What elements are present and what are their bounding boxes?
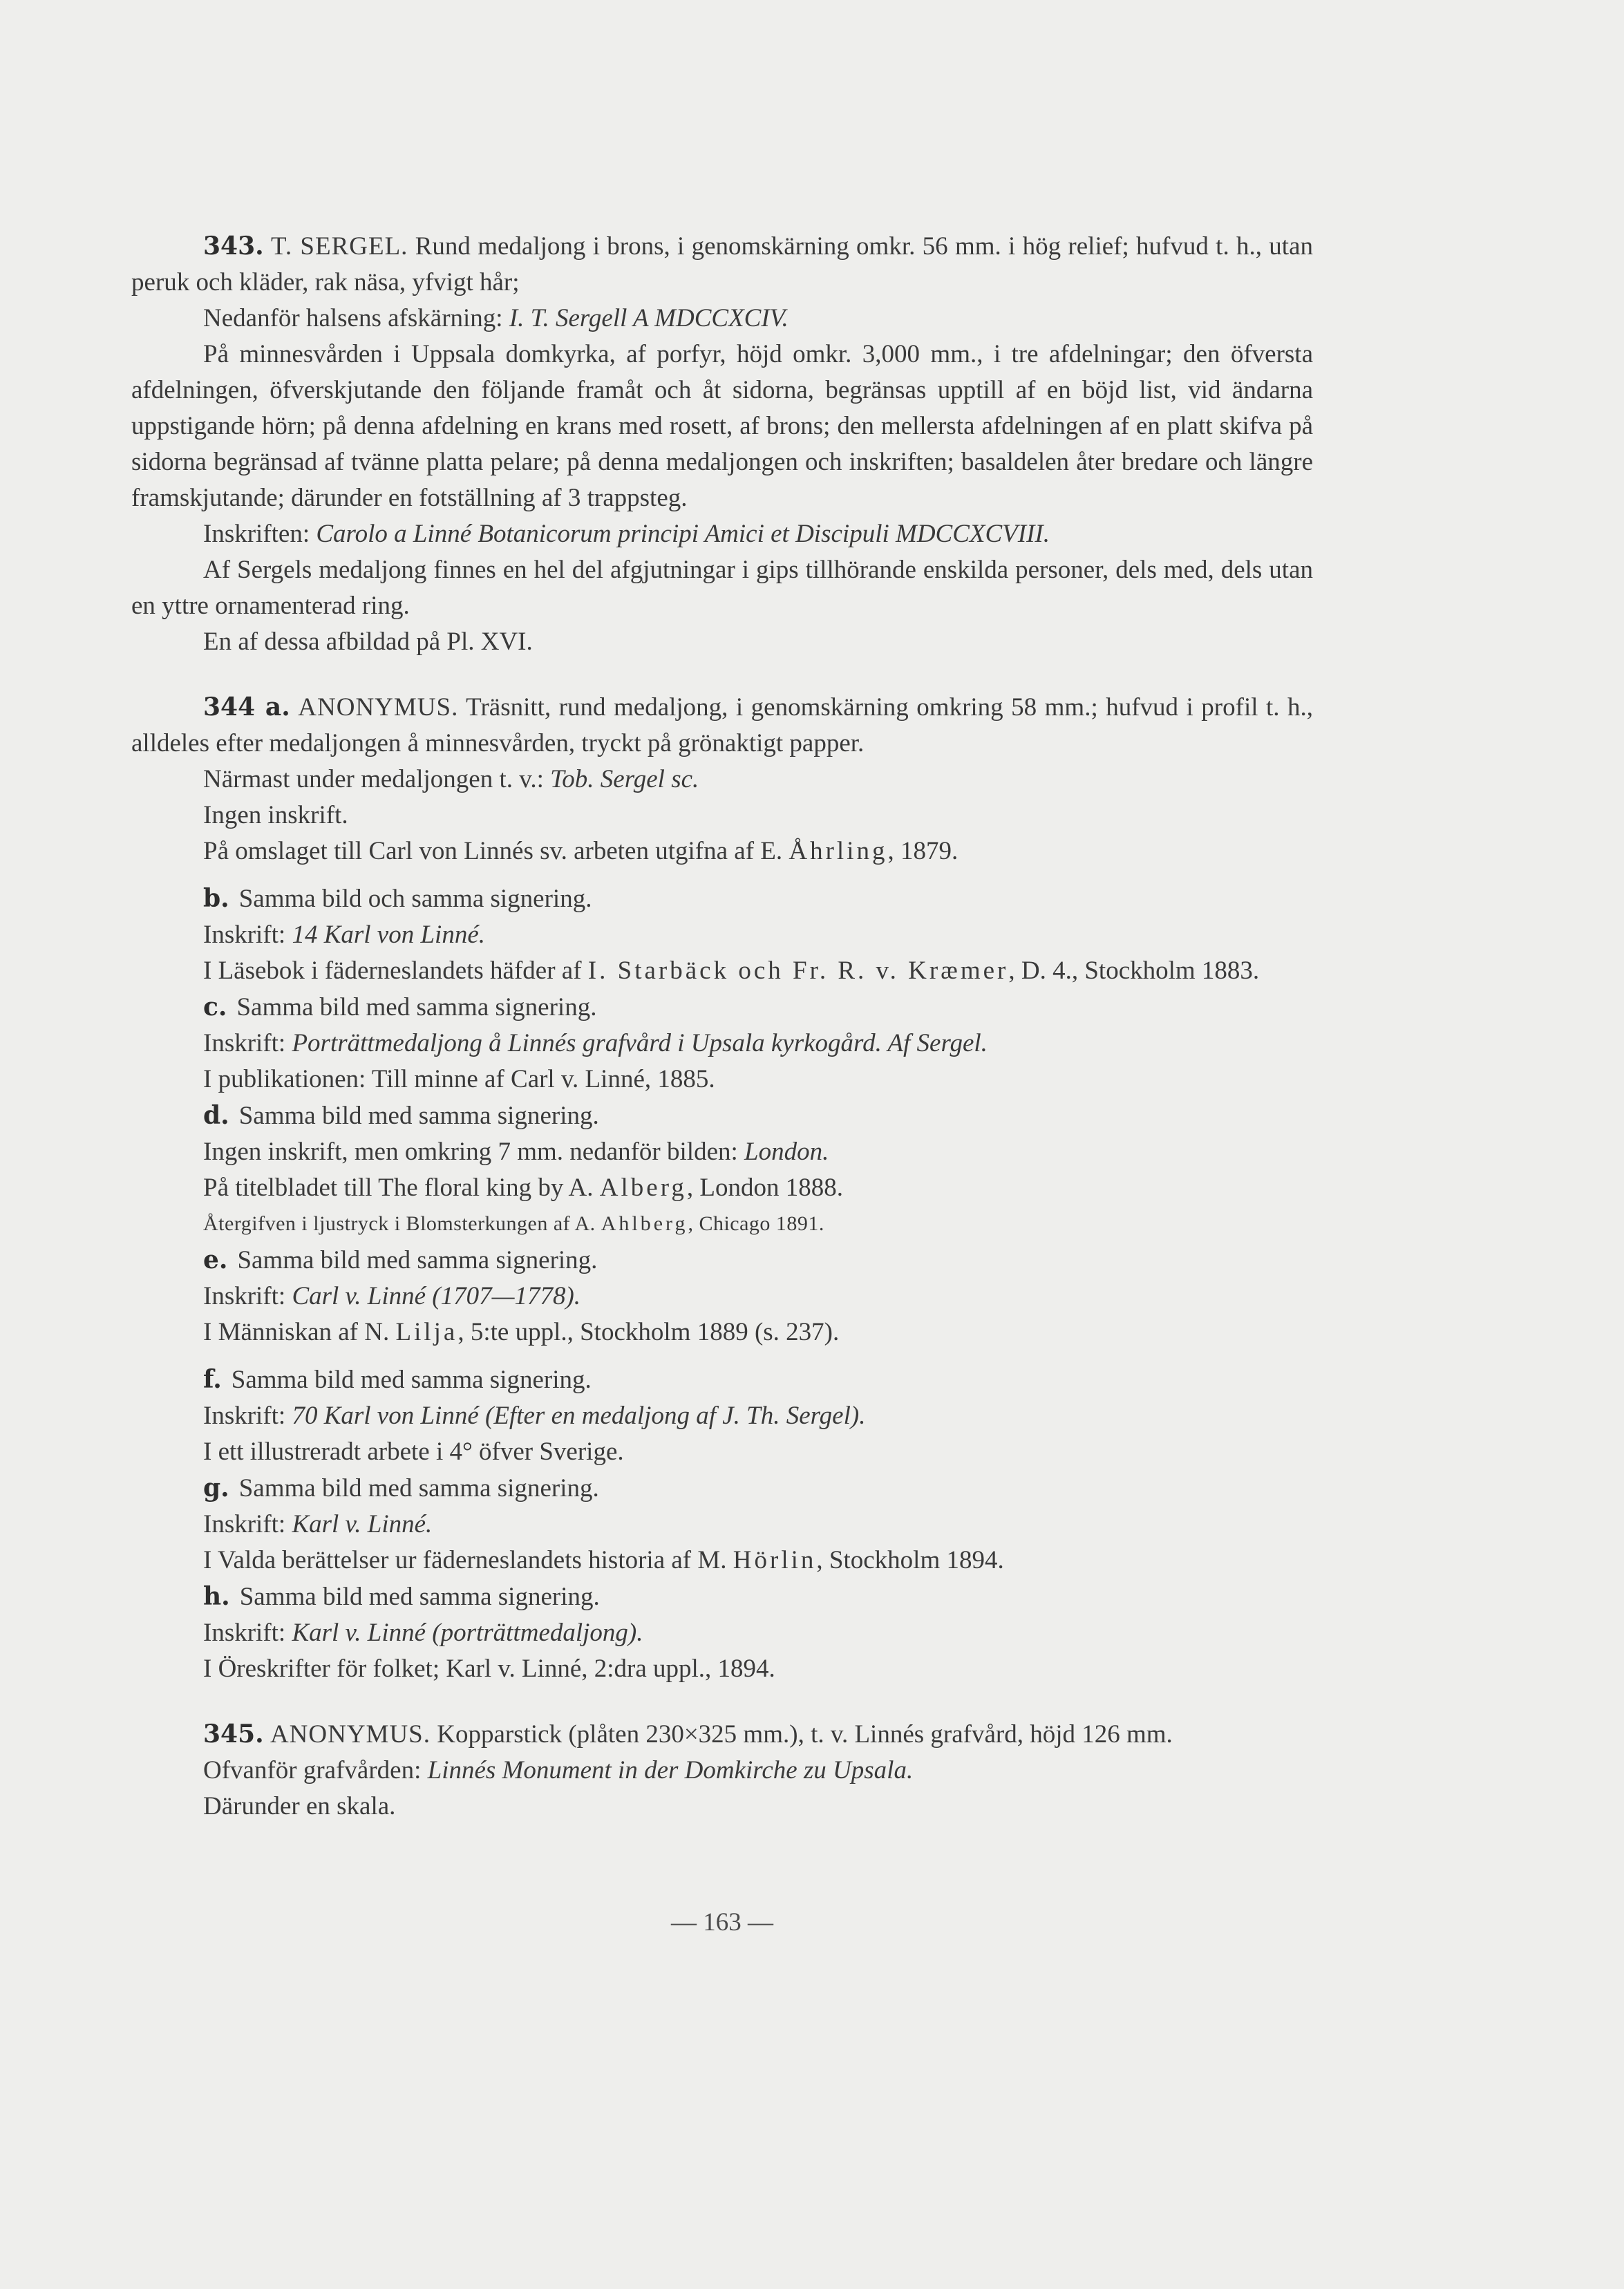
source-author: Alberg	[599, 1174, 687, 1202]
inscription-label: Inskrift:	[203, 1619, 292, 1647]
entry-description: Kopparstick (plåten 230×325 mm.), t. v. Linnés grafvård, höjd 126 mm.	[431, 1720, 1173, 1749]
source-text: , London 1888.	[686, 1174, 843, 1202]
variant-letter: g.	[203, 1473, 229, 1503]
entry-344-heading	[131, 689, 1313, 762]
inscription-text: Carl v. Linné (1707—1778).	[292, 1282, 581, 1310]
variant-b-source	[131, 953, 1313, 989]
entry-344	[131, 689, 1313, 1687]
entry-344a-no-inscription: Ingen inskrift.	[203, 801, 348, 829]
caption-label: Ofvanför grafvården:	[203, 1756, 428, 1784]
inscription-text: 70 Karl von Linné (Efter en medaljong af J. Th. Sergel).	[292, 1402, 866, 1430]
inscription-label: Inskriften:	[203, 520, 317, 548]
source-author: Ahlberg	[601, 1212, 688, 1235]
source-author: Åhrling	[789, 837, 888, 865]
variant-description: Samma bild med samma signering.	[236, 993, 597, 1021]
inscription-text: London.	[744, 1138, 829, 1166]
source-text: , Stockholm 1894.	[816, 1546, 1004, 1574]
variant-d-source	[131, 1170, 1313, 1206]
source-text: Återgifven i ljustryck i Blomsterkungen af A.	[203, 1212, 601, 1235]
entry-343-inscription	[131, 516, 1313, 552]
inscription-text: Carolo a Linné Botanicorum principi Amici et Discipuli MDCCXCVIII.	[316, 520, 1050, 548]
variant-b-inscription	[131, 917, 1313, 953]
variant-e	[131, 1242, 1313, 1279]
entry-343-monument: På minnesvården i Uppsala domkyrka, af porfyr, höjd omkr. 3,000 mm., i tre afdelningar; den öfversta afdelningen, öfverskjutande den följande framåt och åt sidorna, begränsas upptill af en böjd list, vid ändarna uppstigande hörn; på denna afdelning en krans med rosett, af brons; den mellersta afdelningen af en platt skifva på sidorna begränsad af tvänne platta pelare; på denna medaljongen och inskriften; basaldelen åter bredare och längre framskjutande; därunder en fotställning af 3 trappsteg.	[131, 340, 1313, 512]
source-text: I Människan af N.	[203, 1318, 396, 1346]
signature-text: I. T. Sergell A MDCCXCIV.	[509, 304, 789, 332]
variant-f-source: I ett illustreradt arbete i 4° öfver Sverige.	[203, 1438, 624, 1466]
variant-b	[131, 880, 1313, 917]
entry-343-casts: Af Sergels medaljong finnes en hel del afgjutningar i gips tillhörande enskilda personer, dels med, dels utan en yttre ornamenterad ring.	[131, 556, 1313, 620]
inscription-label: Inskrift:	[203, 921, 292, 949]
inscription-text: Karl v. Linné.	[292, 1510, 433, 1538]
variant-d-reprint	[131, 1206, 1313, 1242]
variant-description: Samma bild med samma signering.	[231, 1366, 592, 1394]
inscription-text: Porträttmedaljong å Linnés grafvård i Upsala kyrkogård. Af Sergel.	[292, 1029, 988, 1057]
source-text: På titelbladet till The floral king by A.	[203, 1174, 600, 1202]
entry-343-signature	[131, 301, 1313, 337]
signature-text: Tob. Sergel sc.	[550, 765, 699, 793]
source-author: I. Starbäck och Fr. R. v. Kræmer	[587, 957, 1009, 985]
variant-c-source: I publikationen: Till minne af Carl v. Linné, 1885.	[203, 1065, 715, 1093]
entry-number: 345.	[203, 1720, 264, 1749]
variant-f	[131, 1362, 1313, 1398]
entry-description: Träsnitt, rund medaljong, i genomskärning omkring 58 mm.; hufvud i profil t. h., alldeles efter medaljongen å minnesvården, tryckt på grönaktigt papper.	[131, 693, 1314, 757]
inscription-label: Inskrift:	[203, 1510, 292, 1538]
variant-h-inscription	[131, 1615, 1313, 1651]
variant-description: Samma bild och samma signering.	[238, 885, 592, 913]
entry-345-heading	[131, 1716, 1313, 1753]
source-text: , Chicago 1891.	[688, 1212, 824, 1235]
variant-letter: f.	[203, 1365, 222, 1394]
variant-description: Samma bild med samma signering.	[239, 1583, 600, 1611]
source-text: , 1879.	[887, 837, 959, 865]
entry-number: 344 a.	[203, 693, 290, 722]
entry-343-plate: En af dessa afbildad på Pl. XVI.	[203, 628, 533, 656]
text-block	[131, 228, 1313, 1825]
entry-author: ANONYMUS.	[298, 693, 459, 722]
variant-letter: d.	[203, 1101, 229, 1130]
variant-letter: e.	[203, 1245, 228, 1274]
inscription-label: Inskrift:	[203, 1402, 292, 1430]
inscription-label: Inskrift:	[203, 1282, 292, 1310]
source-text: I Läsebok i fäderneslandets häfder af	[203, 957, 588, 985]
source-text: , D. 4., Stockholm 1883.	[1008, 957, 1260, 985]
page-number: — 163 —	[671, 1908, 773, 1937]
inscription-text: 14 Karl von Linné.	[292, 921, 486, 949]
variant-e-inscription	[131, 1279, 1313, 1315]
signature-label: Närmast under medaljongen t. v.:	[203, 765, 551, 793]
caption-text: Linnés Monument in der Domkirche zu Upsala.	[427, 1756, 914, 1784]
entry-number: 343.	[203, 232, 264, 261]
source-author: Hörlin	[733, 1546, 817, 1574]
source-text: På omslaget till Carl von Linnés sv. arbeten utgifna af E.	[203, 837, 789, 865]
signature-label: Nedanför halsens afskärning:	[203, 304, 509, 332]
variant-letter: c.	[203, 992, 227, 1021]
source-author: Lilja	[395, 1318, 458, 1346]
entry-345-caption	[131, 1753, 1313, 1789]
source-text: , 5:te uppl., Stockholm 1889 (s. 237).	[457, 1318, 840, 1346]
entry-345-scale: Därunder en skala.	[203, 1792, 396, 1820]
variant-f-inscription	[131, 1398, 1313, 1434]
variant-letter: h.	[203, 1582, 230, 1611]
variant-description: Samma bild med samma signering.	[237, 1246, 598, 1274]
entry-344a-source	[131, 833, 1313, 869]
inscription-text: Karl v. Linné (porträttmedaljong).	[292, 1619, 643, 1647]
source-text: I Valda berättelser ur fäderneslandets historia af M.	[203, 1546, 733, 1574]
variant-description: Samma bild med samma signering.	[238, 1102, 599, 1130]
variant-letter: b.	[203, 884, 229, 913]
entry-343-heading	[131, 228, 1313, 301]
inscription-label: Inskrift:	[203, 1029, 292, 1057]
variant-d-inscription	[131, 1134, 1313, 1170]
inscription-label: Ingen inskrift, men omkring 7 mm. nedanför bilden:	[203, 1138, 745, 1166]
variant-d	[131, 1098, 1313, 1134]
entry-345	[131, 1716, 1313, 1825]
variant-e-source	[131, 1315, 1313, 1350]
variant-h	[131, 1579, 1313, 1615]
variant-g-inscription	[131, 1507, 1313, 1543]
variant-c-inscription	[131, 1026, 1313, 1062]
entry-343	[131, 228, 1313, 660]
variant-description: Samma bild med samma signering.	[238, 1474, 599, 1503]
variant-g-source	[131, 1543, 1313, 1579]
entry-author: ANONYMUS.	[270, 1720, 431, 1749]
variant-g	[131, 1470, 1313, 1507]
variant-h-source: I Öreskrifter för folket; Karl v. Linné, 2:dra uppl., 1894.	[203, 1655, 775, 1683]
entry-author: T. SERGEL.	[271, 232, 408, 261]
variant-c	[131, 989, 1313, 1026]
entry-description: Rund medaljong i brons, i genomskärning omkr. 56 mm. i hög relief; hufvud t. h., utan peruk och kläder, rak näsa, yfvigt hår;	[131, 232, 1314, 296]
entry-344a-signature	[131, 762, 1313, 798]
